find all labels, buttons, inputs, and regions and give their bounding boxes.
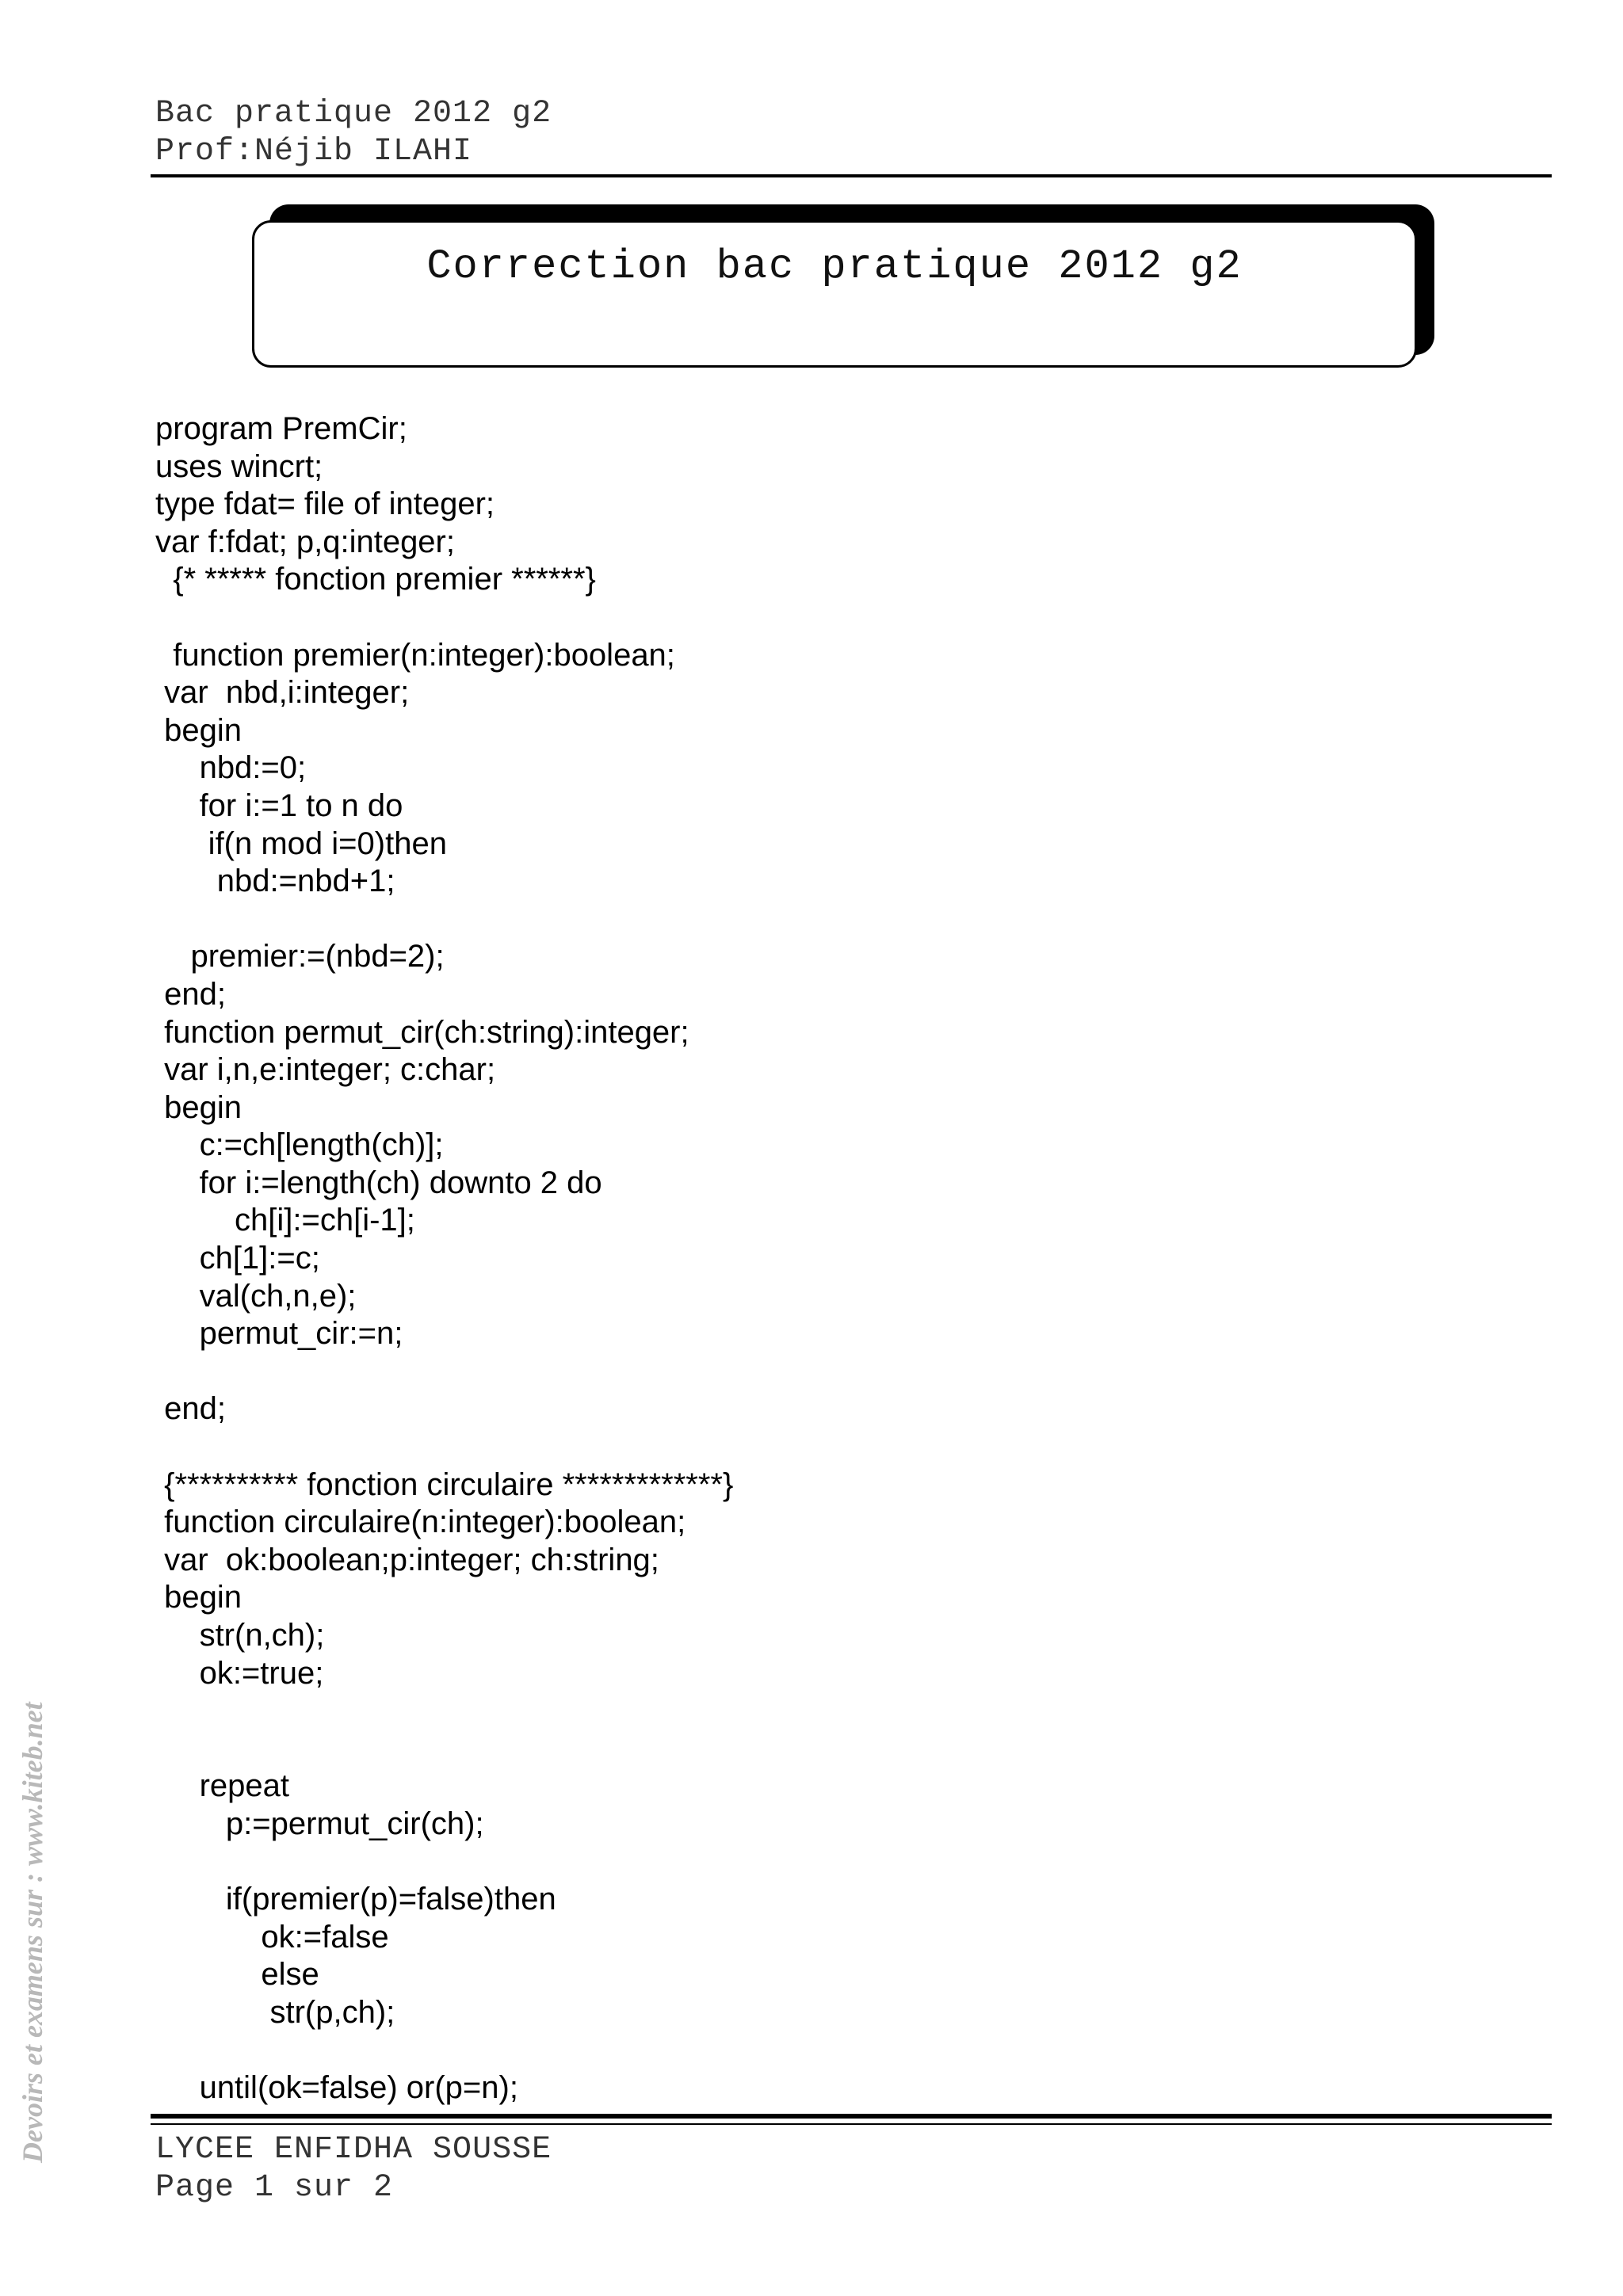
code-line	[155, 599, 733, 637]
footer-divider-thin	[151, 2123, 1552, 2125]
code-line	[155, 1353, 733, 1391]
code-line: begin	[155, 1580, 242, 1615]
footer-divider-thick	[151, 2114, 1552, 2119]
code-line: var nbd,i:integer;	[155, 675, 410, 711]
code-line: end;	[155, 976, 226, 1012]
code-line: else	[155, 1957, 319, 1993]
code-line: c:=ch[length(ch)];	[155, 1127, 444, 1163]
code-line: premier:=(nbd=2);	[155, 939, 445, 974]
footer-line-1: LYCEE ENFIDHA SOUSSE	[155, 2132, 552, 2168]
code-line: nbd:=nbd+1;	[155, 864, 395, 899]
code-line: begin	[155, 712, 242, 748]
watermark: Devoirs et examens sur : www.kiteb.net	[17, 1702, 48, 2163]
code-line: program PremCir;	[155, 411, 407, 446]
code-line: ok:=false	[155, 1919, 389, 1955]
page-footer	[155, 2131, 552, 2207]
code-line: val(ch,n,e);	[155, 1278, 357, 1314]
code-line	[155, 1844, 733, 1882]
code-line: type fdat= file of integer;	[155, 486, 495, 522]
code-line: str(p,ch);	[155, 1994, 395, 2030]
code-line	[155, 2032, 733, 2070]
header-line-1: Bac pratique 2012 g2	[155, 96, 552, 132]
code-line	[155, 1730, 733, 1768]
title-box	[252, 220, 1417, 368]
code-line: ok:=true;	[155, 1655, 324, 1691]
page-header	[155, 95, 552, 171]
code-line: for i:=length(ch) downto 2 do	[155, 1165, 602, 1200]
code-line: if(premier(p)=false)then	[155, 1882, 556, 1917]
code-line: var f:fdat; p,q:integer;	[155, 524, 455, 559]
document-title: Correction bac pratique 2012 g2	[426, 243, 1243, 290]
code-line: repeat	[155, 1768, 289, 1804]
footer-page-number: Page 1 sur 2	[155, 2170, 394, 2206]
code-line	[155, 1428, 733, 1466]
code-listing	[155, 410, 733, 2107]
code-line: ch[i]:=ch[i-1];	[155, 1203, 415, 1238]
code-line: nbd:=0;	[155, 750, 307, 786]
code-line: function circulaire(n:integer):boolean;	[155, 1505, 686, 1540]
code-line: function permut_cir(ch:string):integer;	[155, 1014, 689, 1050]
code-line	[155, 1692, 733, 1730]
code-line: until(ok=false) or(p=n);	[155, 2070, 518, 2106]
code-line: ch[1]:=c;	[155, 1241, 320, 1276]
code-line	[155, 901, 733, 939]
code-line: for i:=1 to n do	[155, 788, 403, 823]
code-line: str(n,ch);	[155, 1618, 325, 1653]
header-line-2: Prof:Néjib ILAHI	[155, 134, 473, 170]
header-divider	[151, 174, 1552, 177]
code-line: var i,n,e:integer; c:char;	[155, 1052, 496, 1088]
code-line: uses wincrt;	[155, 448, 323, 484]
code-line: var ok:boolean;p:integer; ch:string;	[155, 1542, 659, 1577]
code-line: begin	[155, 1089, 242, 1125]
code-line: {* ***** fonction premier ******}	[155, 562, 596, 597]
code-line: p:=permut_cir(ch);	[155, 1806, 484, 1841]
code-line: end;	[155, 1391, 226, 1427]
code-line: {********** fonction circulaire *************}	[155, 1466, 734, 1502]
code-line: if(n mod i=0)then	[155, 826, 447, 861]
code-line: permut_cir:=n;	[155, 1316, 403, 1352]
code-line: function premier(n:integer):boolean;	[155, 637, 675, 673]
